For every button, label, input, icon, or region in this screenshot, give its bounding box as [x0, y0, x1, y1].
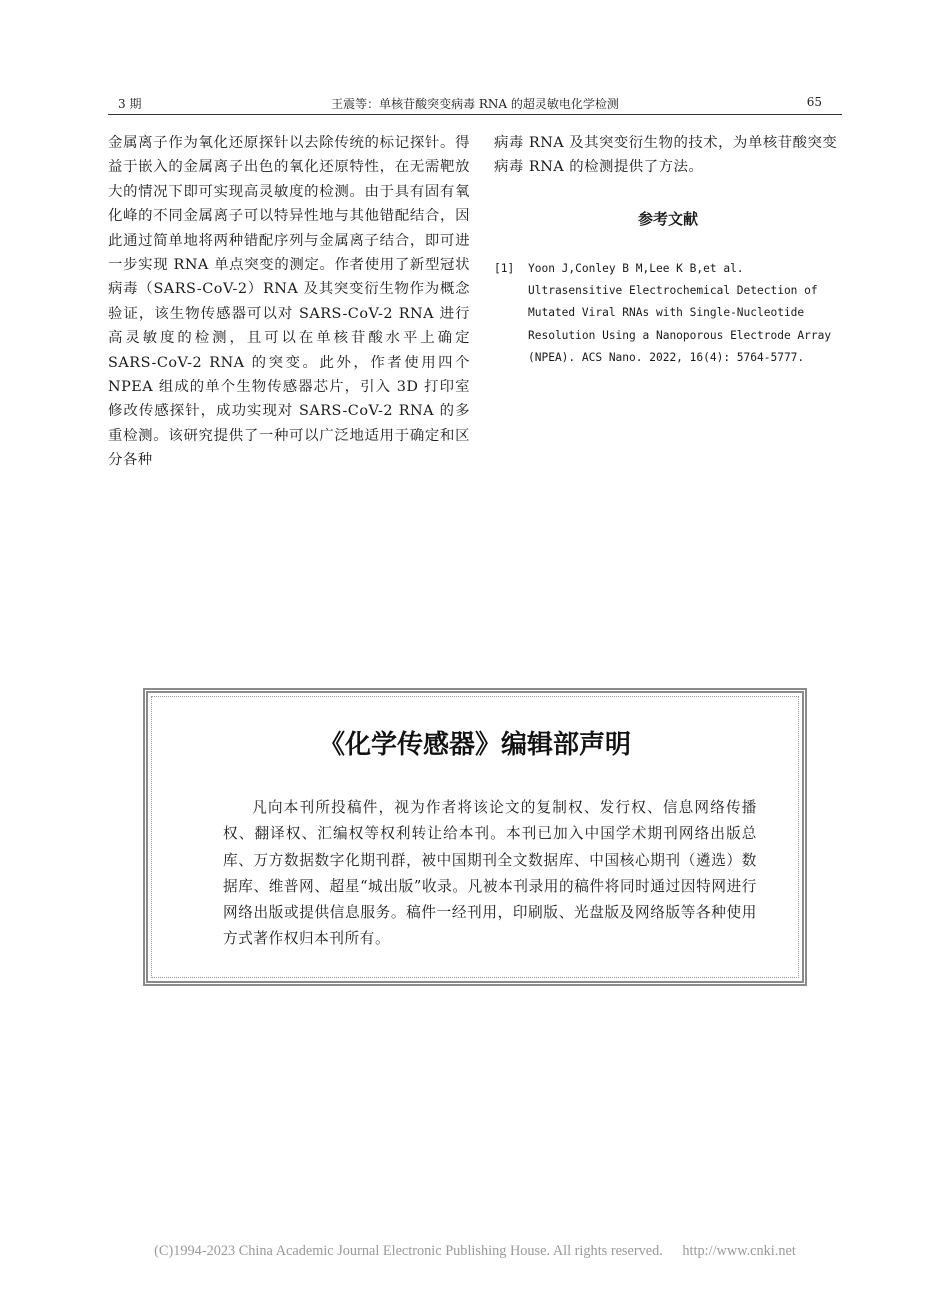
references-heading: 参考文献 [637, 210, 698, 228]
editorial-notice-box [143, 688, 807, 986]
right-column [494, 131, 842, 180]
left-column [108, 131, 470, 473]
body-paragraph-continued: 病毒 RNA 及其突变衍生物的技术，为单核苷酸突变病毒 RNA 的检测提供了方法。 [494, 135, 838, 176]
notice-body: 凡向本刊所投稿件，视为作者将该论文的复制权、发行权、信息网络传播权、翻译权、汇编权等权利转让给本刊。本刊已加入中国学术期刊网络出版总库、万方数据数字化期刊群，被中国期刊全文数据库、中国核心期刊（遴选）数据库、维普网、超星“城出版”收录。凡被本刊录用的稿件将同时通过因特网进行网络出版或提供信息服务。稿件一经刊用，印刷版、光盘版及网络版等各种使用方式著作权归本刊所有。 [223, 799, 757, 948]
cnki-link[interactable]: http://www.cnki.net [682, 1243, 796, 1259]
reference-text: Yoon J,Conley B M,Lee K B,et al. Ultrasensitive Electrochemical Detection of Mutated Viral RNAs with Single-Nucleotide Resolution Using a Nanoporous Electrode Array (NPEA). ACS Nano. 2022, 16(4): 5764-5777. [528, 262, 832, 364]
header-rule [108, 114, 842, 115]
issue-number: 3 期 [118, 97, 142, 111]
running-header [108, 92, 842, 114]
body-paragraph: 金属离子作为氧化还原探针以去除传统的标记探针。得益于嵌入的金属离子出色的氧化还原特性，在无需靶放大的情况下即可实现高灵敏度的检测。由于具有固有氧化峰的不同金属离子可以特异性地与其他错配结合，因此通过简单地将两种错配序列与金属离子结合，即可进一步实现 RNA 单点突变的测定。作者使用了新型冠状病毒（SARS-CoV-2）RNA 及其突变衍生物作为概念验证，该生物传感器可以对 SARS-CoV-2 RNA 进行高灵敏度的检测，且可以在单核苷酸水平上确定 SARS-CoV-2 RNA 的突变。此外，作者使用四个 NPEA 组成的单个生物传感器芯片，引入 3D 打印室修改传感探针，成功实现对 SARS-CoV-2 RNA 的多重检测。该研究提供了一种可以广泛地适用于确定和区分各种 [108, 135, 470, 469]
running-title: 王震等：单核苷酸突变病毒 RNA 的超灵敏电化学检测 [331, 97, 619, 111]
notice-title: 《化学传感器》编辑部声明 [318, 730, 631, 760]
copyright-footer [0, 1243, 950, 1260]
copyright-text: (C)1994-2023 China Academic Journal Electronic Publishing House. All rights reserved. [154, 1243, 663, 1259]
reference-item [494, 258, 842, 369]
page-number: 65 [806, 95, 822, 109]
reference-number: [1] [494, 262, 515, 275]
